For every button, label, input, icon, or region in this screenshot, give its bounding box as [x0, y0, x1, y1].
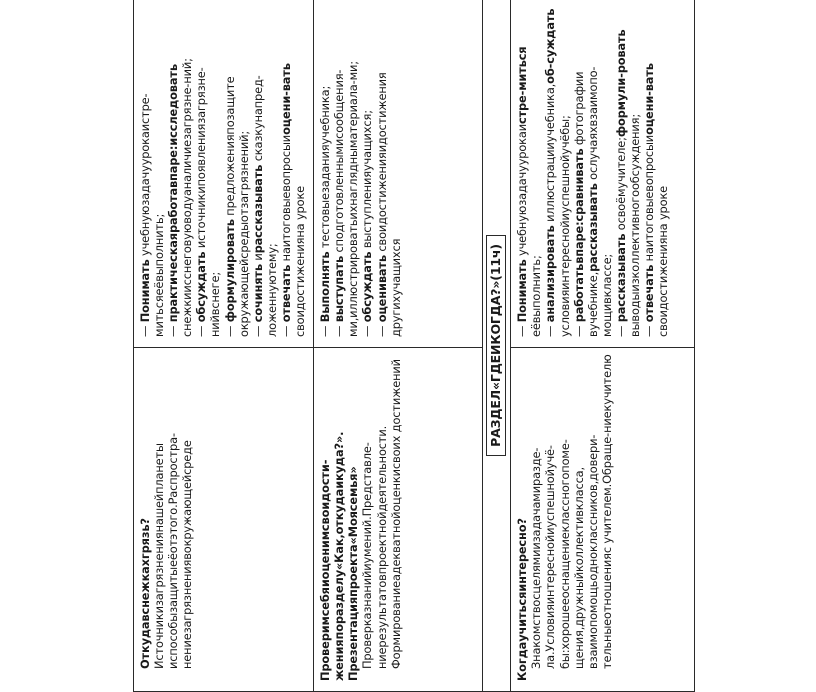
activity-verb: Выполнять	[318, 251, 333, 323]
dash-marker: —	[138, 322, 152, 337]
dash-marker: —	[543, 322, 558, 337]
activity-text: и	[250, 253, 265, 265]
activity-verb: формули-ровать	[613, 29, 628, 138]
dash-marker: —	[360, 322, 375, 337]
activity-verb: выступать	[332, 255, 347, 323]
activity-verb: обсуждать	[194, 251, 209, 323]
activity-verb: Понимать	[515, 259, 530, 323]
table-row	[314, 0, 483, 692]
table-row	[511, 0, 695, 692]
dash-marker: —	[278, 322, 293, 337]
activity-text: иллюстрацииучебника,	[543, 83, 558, 226]
activity-text: еёвыполнить;	[529, 255, 544, 337]
activity-item	[251, 6, 279, 337]
activity-item	[332, 6, 360, 337]
activity-verb: рассказывать	[250, 164, 265, 254]
activity-verb: стре-миться	[515, 46, 530, 124]
activity-text: своидостиженияна уроке	[656, 185, 671, 337]
activity-verb: Понимать	[138, 259, 152, 323]
activity-text: тестовыезаданияучебника;	[318, 85, 333, 252]
activity-text: условияинтереснойиуспешнойучёбы;	[557, 115, 572, 337]
activity-text: учебнуюзадачуурокаистре-митьсяеёвыполнить;	[138, 93, 167, 337]
activity-text: фотографии вучебнике,	[571, 71, 600, 337]
activity-text: своидостиженияидостижения другихучащихся	[374, 72, 403, 337]
dash-marker: —	[642, 322, 657, 337]
topic-cell	[511, 348, 695, 692]
activity-item	[515, 6, 543, 337]
activities-cell	[314, 0, 483, 348]
activity-item	[194, 6, 222, 337]
activity-verb: формулировать	[222, 219, 237, 323]
topic-text: Источникизагрязнениянашейпланеты испособызащитыеёотэтого.Распростра-нениезагрязнениявокружающейсреде	[152, 433, 195, 669]
activity-verb: об-суждать	[543, 8, 558, 84]
activity-item	[166, 6, 194, 337]
dash-marker: —	[250, 322, 265, 337]
dash-marker: —	[318, 322, 333, 337]
activity-verb: рассказывать	[585, 183, 600, 272]
activity-item	[543, 6, 571, 337]
activity-item	[223, 6, 251, 337]
rotated-page	[133, 0, 713, 692]
topic-title: Откудавснежкахгрязь?	[138, 518, 152, 669]
activity-verb: оцени-вать	[278, 63, 293, 135]
activity-text: учебнуюзадачуурокаи	[515, 124, 530, 260]
dash-marker: —	[222, 322, 237, 337]
activity-text: ослучаяхвзаимопо-мощивклассе;	[585, 66, 614, 337]
section-header-cell	[483, 0, 511, 692]
activity-text: предложенияпозащите окружающейсредыотзагрязнений;	[222, 76, 251, 337]
activity-text: сподготовленнымисообщения-ми,иллюстрироватьихнаглядныматериала-ми;	[332, 61, 361, 337]
activity-text: наитоговыевопросыи	[642, 134, 657, 265]
activity-text: освоёмучителе;	[613, 137, 628, 234]
dash-marker: —	[194, 322, 209, 337]
section-header-row	[483, 0, 511, 692]
activity-item	[138, 6, 166, 337]
activity-item	[642, 6, 670, 337]
activity-verb: сочинять	[250, 264, 265, 323]
activity-verb: обсуждать	[360, 251, 375, 323]
activity-verb: практическаяработавпаре:исследовать	[166, 64, 181, 323]
activity-verb: анализировать	[543, 225, 558, 323]
activity-text: выводыизколлективногообсуждения;	[627, 113, 642, 337]
activity-item	[572, 6, 614, 337]
topic-title: Когдаучитьсяинтересно?	[515, 518, 530, 681]
dash-marker: —	[374, 322, 389, 337]
activity-item	[318, 6, 332, 337]
activity-text: выступленияучащихся;	[360, 110, 375, 252]
activity-item	[279, 6, 307, 337]
dash-marker: —	[571, 322, 586, 337]
activity-text: сказкунапред-ложеннуютему;	[250, 75, 279, 337]
activity-verb: работатьвпаре:сравнивать	[571, 148, 586, 323]
activity-verb: отвечать	[278, 264, 293, 323]
dash-marker: —	[166, 322, 181, 337]
dash-marker: —	[332, 322, 347, 337]
activity-text: наитоговыевопросыи	[278, 134, 293, 265]
activity-text: источникипоявлениязагрязне-нийвснеге;	[194, 67, 223, 337]
curriculum-table	[133, 0, 695, 692]
activity-text: своидостиженияна уроке	[293, 185, 308, 337]
table-row	[134, 0, 314, 692]
activity-verb: отвечать	[642, 264, 657, 323]
topic-cell	[314, 348, 483, 692]
dash-marker: —	[613, 322, 628, 337]
topic-cell	[134, 348, 314, 692]
dash-marker: —	[515, 322, 530, 337]
activity-verb: рассказывать	[613, 233, 628, 323]
activities-cell	[134, 0, 314, 348]
section-header: РАЗДЕЛ«ГДЕИКОГДА?»(11ч)	[486, 235, 506, 456]
topic-text: Проверказнанийиумений.Представле-ниерезультатовпроектнойдеятельности. Формированиеадекватнойоценкисвоих достижений	[360, 359, 403, 669]
topic-text: Знакомствосцелямиизадачамиразде-ла.Условияинтереснойиуспешнойучё-бы:хорошееоснащениеклассногопоме-щения,дружныйколлективкласса, взаимопомощьодноклассников,довери-тельныеотношенияс учителем.Обраще-ниекучителю	[529, 354, 614, 669]
topic-title: Проверимсебяиоценимсвоидости-женияпоразделу«Как,откудаикуда?». Презентацияпроекта«Моясемья»	[318, 431, 361, 681]
activity-verb: оцени-вать	[642, 63, 657, 135]
activity-verb: оценивать	[374, 255, 389, 323]
activity-item	[614, 6, 642, 337]
activity-item	[375, 6, 403, 337]
activity-item	[360, 6, 374, 337]
activity-text: снежкиисснеговуюводуаналичиезагрязне-ний;	[180, 58, 195, 337]
activities-cell	[511, 0, 695, 348]
